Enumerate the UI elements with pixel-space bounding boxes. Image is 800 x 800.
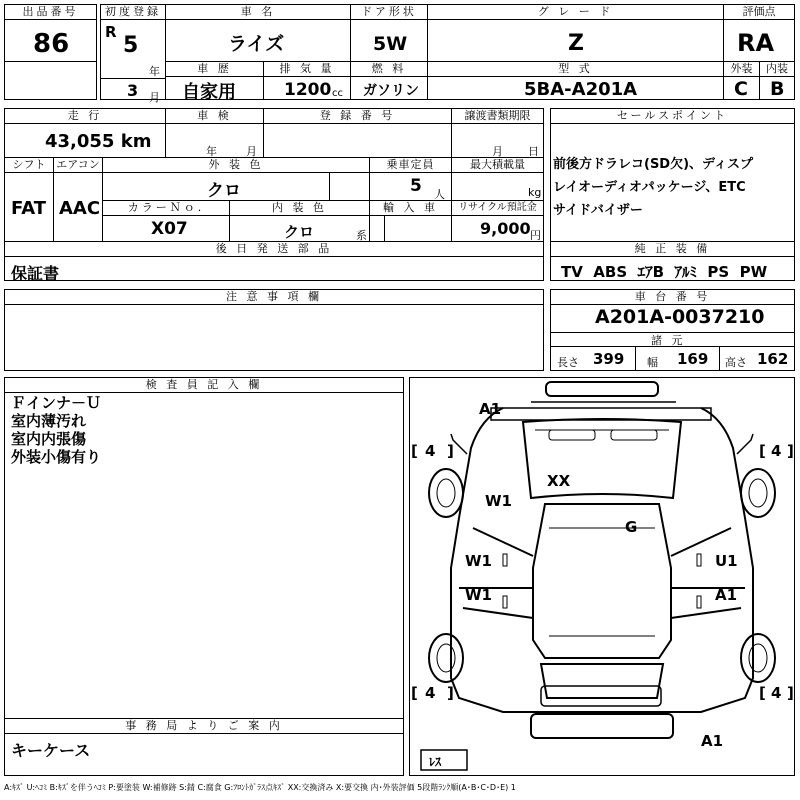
load-label: 最大積載量: [452, 158, 543, 173]
fuel-value: ガソリン: [363, 83, 419, 99]
intcolor-label: 内 装 色: [230, 201, 369, 216]
score-box: [723, 4, 795, 62]
tire-rr: 4: [771, 684, 782, 702]
recycle-value: 9,000: [480, 219, 531, 238]
tire-rl-bracket: [: [411, 684, 418, 702]
cc-unit: cc: [332, 88, 343, 99]
later-label: 後 日 発 送 部 品: [5, 242, 543, 257]
later-parts-box: [4, 241, 544, 281]
capacity-value: 5: [410, 176, 422, 196]
lot-box: [4, 4, 97, 100]
tire-fl-bracket-close: ]: [447, 442, 454, 460]
mileage-label: 走 行: [5, 109, 165, 124]
legend: A:ｷｽﾞ U:ﾍｺﾐ B:ｷｽﾞを伴うﾍｺﾐ P:要塗装 W:補修跡 S:錆 C:腐食 G:ﾌﾛﾝﾄｶﾞﾗｽ点ｷｽﾞ XX:交換済み X:要交換 内･外装評価 5段階ﾗﾝｸ順(A･B･C･D･E) 1: [4, 783, 516, 792]
mark-w1-front: W1: [485, 492, 512, 510]
mark-w1-mid: W1: [465, 552, 492, 570]
fuel-box: [350, 61, 428, 100]
mark-a1-right: A1: [715, 586, 738, 604]
height-label: 高さ: [725, 356, 747, 369]
tire-fl: 4: [425, 442, 436, 460]
regno-box: [263, 108, 452, 158]
transfer-label: 譲渡書類期限: [452, 109, 543, 124]
tire-fr-bracket: [: [759, 442, 766, 460]
colorno-value: X07: [151, 219, 188, 239]
exterior-value: C: [734, 78, 748, 100]
ac-box: [53, 157, 103, 242]
import-label: 輸 入 車: [370, 201, 451, 216]
fuel-label: 燃 料: [351, 62, 427, 77]
height-value: 162: [757, 350, 789, 368]
recycle-box: [451, 200, 544, 242]
sales-line-3: サイドバイザー: [553, 203, 643, 218]
displacement-box: [263, 61, 351, 100]
vin-value: A201A-0037210: [595, 306, 765, 328]
colorno-box: [102, 200, 230, 242]
interior-value: B: [770, 78, 785, 100]
later-value: 保証書: [11, 264, 60, 283]
month-unit: 月: [149, 91, 160, 104]
equip-label: 純 正 装 備: [551, 242, 794, 257]
carname-label: 車 名: [166, 5, 350, 20]
model-label: 型 式: [428, 62, 723, 77]
recycle-label: リサイクル預託金: [452, 201, 543, 216]
sales-line-1: 前後方ドラレコ(SD欠)、ディスプ: [553, 157, 753, 172]
transfer-month-unit: 月: [492, 145, 503, 158]
sales-line-2: レイオーディオパッケージ、ETC: [553, 180, 746, 195]
insp-month-unit: 月: [246, 145, 257, 158]
inspection-box: [165, 108, 264, 158]
office-label: 事 務 局 よ り ご 案 内: [5, 719, 403, 734]
inspector-line-2: 室内薄汚れ: [11, 412, 87, 430]
tire-rr-bracket: [: [759, 684, 766, 702]
interior-label: 内装: [760, 62, 794, 77]
intcolor-unit: 系: [356, 229, 367, 242]
year-unit: 年: [149, 65, 160, 78]
inspector-label: 検 査 員 記 入 欄: [5, 378, 403, 393]
score-label: 評価点: [724, 5, 794, 20]
era: R: [105, 23, 117, 41]
mark-w1-rear: W1: [465, 586, 492, 604]
shift-box: [4, 157, 54, 242]
vin-box: [550, 289, 795, 371]
ac-value: AAC: [59, 198, 101, 219]
score-value: RA: [737, 29, 775, 57]
reg-month: 3: [127, 81, 139, 100]
reg-label: 初度登録: [101, 5, 165, 20]
car-name: ライズ: [228, 33, 285, 55]
mark-u1: U1: [715, 552, 738, 570]
mark-g: G: [625, 518, 638, 536]
colorno-label: カラーＮｏ.: [103, 201, 229, 216]
capacity-unit: 人: [434, 188, 445, 201]
capacity-label: 乗車定員: [370, 158, 451, 173]
transfer-box: [451, 108, 544, 158]
ac-label: エアコン: [54, 158, 102, 173]
sales-label: セールスポイント: [551, 109, 794, 124]
grade-box: [427, 4, 724, 62]
equip-value: TV ABS ｴｱB ｱﾙﾐ PS PW: [561, 263, 768, 281]
history-value: 自家用: [182, 82, 236, 103]
model-box: [427, 61, 724, 100]
tire-rl-bracket-close: ]: [447, 684, 454, 702]
width-value: 169: [677, 350, 709, 368]
spare-label: ﾚｽ: [429, 755, 442, 769]
regno-label: 登 録 番 号: [264, 109, 451, 124]
lot-label: 出品番号: [5, 5, 96, 20]
interior-box: [759, 61, 795, 100]
exterior-label: 外装: [724, 62, 759, 77]
lot-value: 86: [33, 29, 70, 59]
mark-a1-top: A1: [479, 400, 502, 418]
door-box: [350, 4, 428, 62]
reg-year: 5: [123, 33, 139, 58]
inspection-label: 車 検: [166, 109, 263, 124]
tire-fr-bracket-close: ]: [787, 442, 794, 460]
registration-box: [100, 4, 166, 104]
load-unit: kg: [528, 186, 542, 199]
equip-box: [550, 241, 795, 281]
color-label: 外 装 色: [103, 158, 369, 173]
exterior-box: [723, 61, 760, 100]
length-value: 399: [593, 350, 625, 368]
mark-a1-bottom: A1: [701, 732, 724, 750]
spec-label: 諸 元: [651, 334, 686, 347]
mileage-value: 43,055 km: [45, 131, 152, 152]
inspector-line-4: 外装小傷有り: [11, 448, 102, 466]
car-diagram: [411, 378, 794, 774]
model-value: 5BA-A201A: [524, 79, 638, 100]
recycle-unit: 円: [530, 229, 541, 242]
displacement-value: 1200: [284, 80, 332, 100]
notes-label: 注 意 事 項 欄: [5, 290, 543, 305]
color-box: [102, 157, 370, 201]
mileage-box: [4, 108, 166, 158]
load-box: [451, 157, 544, 201]
shift-value: FAT: [11, 198, 47, 219]
grade-label: グ レ ー ド: [428, 5, 723, 20]
capacity-box: [369, 157, 452, 201]
carname-box: [165, 4, 351, 62]
intcolor-box: [229, 200, 370, 242]
transfer-day-unit: 日: [528, 145, 539, 158]
office-text: キーケース: [11, 741, 91, 760]
inspector-box: [4, 377, 404, 719]
tire-rl: 4: [425, 684, 436, 702]
mark-xx: XX: [547, 472, 571, 490]
length-label: 長さ: [557, 356, 579, 369]
history-label: 車 歴: [166, 62, 263, 77]
tire-fr: 4: [771, 442, 782, 460]
history-box: [165, 61, 264, 103]
notes-box: [4, 289, 544, 371]
grade-value: Z: [568, 31, 584, 56]
shift-label: シフト: [5, 158, 53, 173]
insp-year-unit: 年: [206, 145, 217, 158]
inspector-line-3: 室内内張傷: [11, 430, 87, 448]
color-value: クロ: [207, 181, 241, 201]
office-box: [4, 718, 404, 776]
inspector-line-1: Ｆインナ－Ｕ: [11, 394, 102, 412]
displacement-label: 排 気 量: [264, 62, 350, 77]
vin-label: 車 台 番 号: [551, 290, 794, 305]
sales-box: [550, 108, 795, 242]
width-label: 幅: [647, 356, 658, 369]
tire-rr-bracket-close: ]: [787, 684, 794, 702]
import-box: [369, 200, 452, 242]
door-label: ドア形状: [351, 5, 427, 20]
tire-fl-bracket: [: [411, 442, 418, 460]
door-value: 5W: [373, 33, 408, 55]
intcolor-value: クロ: [284, 223, 315, 241]
